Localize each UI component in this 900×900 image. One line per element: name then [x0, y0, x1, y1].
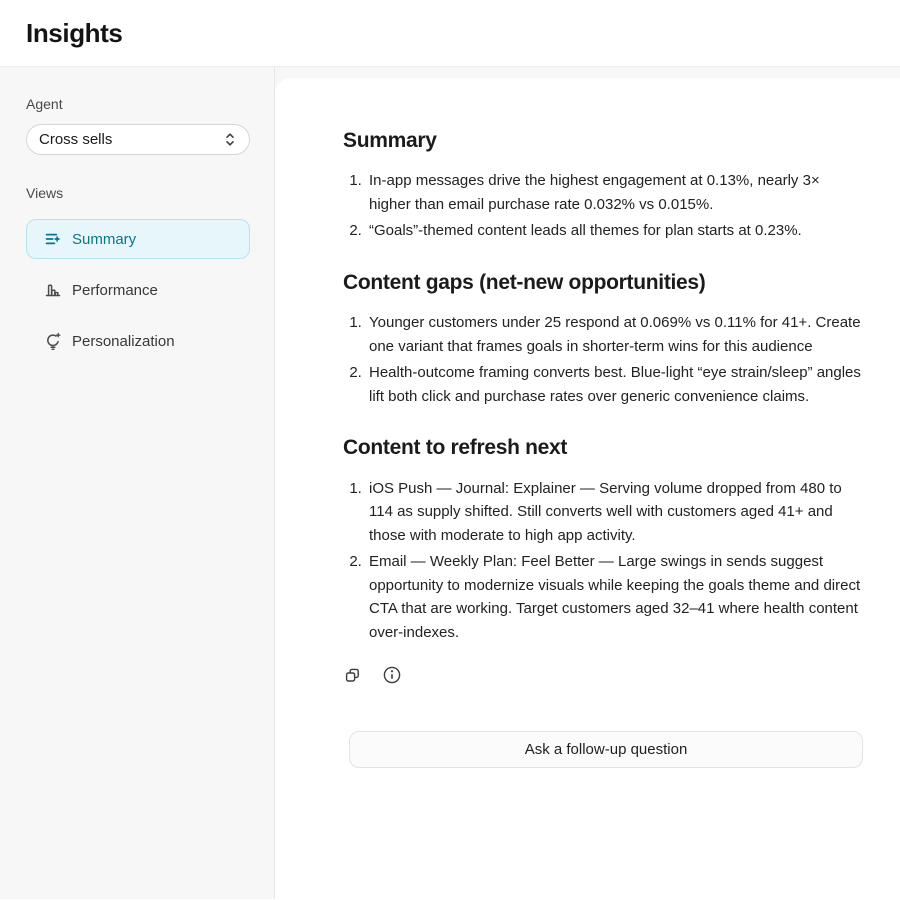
agent-label: Agent: [26, 96, 63, 112]
list-item: 1. Younger customers under 25 respond at 0.069% vs 0.11% for 41+. Create one variant that frames goals in shorter-term wins for this audience: [366, 311, 863, 358]
app-header: [0, 0, 900, 67]
sidebar: [0, 67, 275, 899]
section-content-gaps: [343, 270, 863, 408]
sidebar-item-label: Personalization: [72, 332, 175, 350]
copy-button[interactable]: [343, 666, 362, 688]
section-list: [343, 477, 863, 645]
lightbulb-sparkle-icon: [44, 332, 62, 350]
list-item: 1. iOS Push — Journal: Explainer — Serving volume dropped from 480 to 114 as supply shifted. Still converts well with customers aged 41+ and those with moderate to high app activity.: [366, 477, 863, 548]
ask-followup-button[interactable]: Ask a follow-up question: [349, 731, 863, 768]
section-summary: [343, 128, 863, 243]
page-title: Insights: [26, 17, 123, 48]
actions-row: [343, 665, 863, 688]
up-down-chevron-icon: [222, 131, 238, 148]
section-heading: Content to refresh next: [343, 436, 568, 460]
section-heading: Summary: [343, 129, 437, 152]
section-content-refresh: [343, 435, 863, 644]
list-item: 2. “Goals”-themed content leads all themes for plan starts at 0.23%.: [366, 219, 863, 243]
section-list: [343, 169, 863, 243]
list-item: 2. Health-outcome framing converts best. Blue-light “eye strain/sleep” angles lift both click and purchase rates over generic convenience claims.: [366, 361, 863, 408]
sidebar-item-label: Summary: [72, 230, 137, 248]
views-nav: [26, 219, 249, 361]
main-layout: [0, 67, 900, 899]
list-item: 1. In-app messages drive the highest engagement at 0.13%, nearly 3× higher than email purchase rate 0.032% vs 0.015%.: [366, 169, 863, 216]
agent-select[interactable]: [26, 124, 250, 155]
list-item: 2. Email — Weekly Plan: Feel Better — Large swings in sends suggest opportunity to modernize visuals while keeping the goals theme and direct CTA that are working. Target customers aged 32–41 where health content over-indexes.: [366, 550, 863, 644]
copy-icon: [343, 666, 362, 688]
insights-content: [343, 128, 863, 768]
insights-card: [275, 78, 900, 899]
sidebar-item-performance[interactable]: [26, 270, 250, 310]
info-icon: [382, 665, 402, 688]
views-label: Views: [26, 185, 64, 201]
section-heading: Content gaps (net-new opportunities): [343, 270, 706, 294]
main-area: [275, 67, 900, 899]
sidebar-item-personalization[interactable]: [26, 321, 250, 361]
summary-list-star-icon: [44, 230, 62, 248]
sidebar-item-summary[interactable]: [26, 219, 250, 259]
agent-select-value: Cross sells: [39, 131, 113, 148]
sidebar-item-label: Performance: [72, 281, 158, 299]
bar-chart-icon: [44, 281, 62, 299]
section-list: [343, 311, 863, 408]
info-button[interactable]: [382, 665, 402, 688]
